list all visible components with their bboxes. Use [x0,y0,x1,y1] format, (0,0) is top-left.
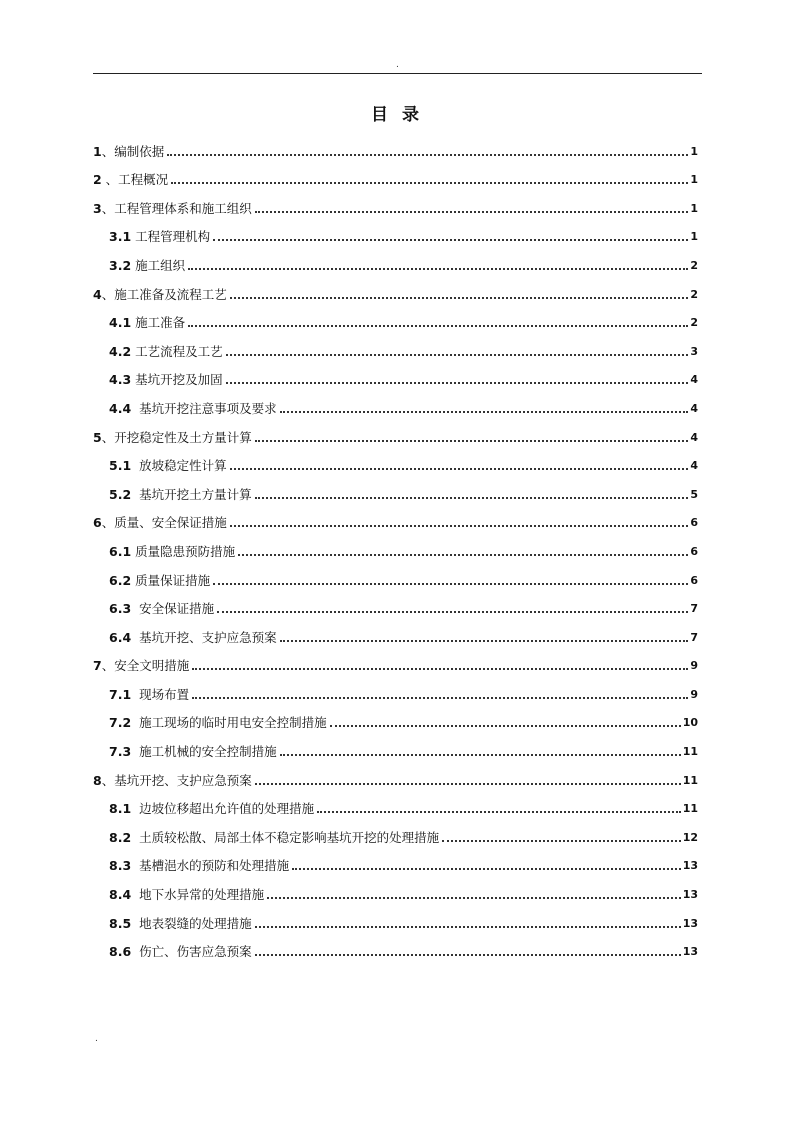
toc-entry-title: 边坡位移超出允许值的处理措施 [131,801,315,817]
toc-entry-number: 7.3 [109,744,132,760]
toc-entry-title: 放坡稳定性计算 [131,458,227,474]
toc-entry-page: 6 [690,516,698,530]
toc-entry-number: 7.1 [109,686,132,702]
toc-entry-number: 8.6 [109,944,132,960]
toc-entry[interactable] [93,932,698,961]
toc-entry-number: 8 [93,772,102,788]
toc-entry-number: 8.2 [109,829,132,845]
toc-entry-number: 2 [93,172,102,188]
toc-entry-number: 6.1 [109,543,132,559]
toc-entry[interactable] [93,188,698,217]
toc-dot-leader [255,926,681,928]
toc-dot-leader [255,954,681,956]
toc-entry[interactable] [93,789,698,818]
toc-entry-page: 6 [690,544,698,558]
toc-entry[interactable] [93,760,698,789]
toc-dot-leader [167,154,688,156]
footer-mark: . [95,1034,98,1044]
toc-entry[interactable] [93,503,698,532]
toc-entry[interactable] [93,903,698,932]
toc-entry[interactable] [93,846,698,875]
toc-entry[interactable] [93,131,698,160]
toc-entry-page: 13 [682,859,698,873]
toc-entry-number: 7 [93,658,102,674]
header-rule [93,73,702,74]
toc-entry[interactable] [93,446,698,475]
toc-dot-leader [230,525,689,527]
toc-dot-leader [255,497,689,499]
toc-dot-leader [217,611,688,613]
toc-entry-page: 13 [682,945,698,959]
toc-dot-leader [230,468,689,470]
toc-entry-number: 4.4 [109,400,132,416]
toc-dot-leader [330,725,681,727]
toc-entry-number: 6 [93,515,102,531]
toc-entry-number: 8.3 [109,858,132,874]
toc-entry-number: 4.3 [109,372,132,388]
toc-entry[interactable] [93,731,698,760]
toc-entry-title: 地表裂缝的处理措施 [131,915,252,931]
toc-dot-leader [255,211,689,213]
toc-entry-number: 6.4 [109,629,132,645]
toc-entry[interactable] [93,874,698,903]
toc-entry-page: 1 [690,230,698,244]
toc-entry-page: 3 [690,344,698,358]
toc-entry-title: 质量隐患预防措施 [131,543,236,559]
toc-entry[interactable] [93,646,698,675]
toc-entry-title: 、工程管理体系和施工组织 [101,200,252,216]
toc-entry-title: 、施工准备及流程工艺 [101,286,227,302]
toc-entry-page: 10 [682,716,698,730]
toc-entry[interactable] [93,245,698,274]
toc-dot-leader [255,783,681,785]
toc-entry-number: 5.1 [109,458,132,474]
header-mark: . [396,60,399,70]
toc-dot-leader [188,268,688,270]
toc-entry-page: 1 [690,144,698,158]
toc-entry-number: 4.1 [109,315,132,331]
toc-entry-page: 11 [682,745,698,759]
toc-dot-leader [442,840,681,842]
toc-entry-title: 土质较松散、局部土体不稳定影响基坑开挖的处理措施 [131,829,440,845]
toc-dot-leader [188,325,688,327]
toc-entry-page: 7 [690,602,698,616]
toc-entry-title: 基坑开挖及加固 [131,372,223,388]
toc-entry-title: 、质量、安全保证措施 [101,515,227,531]
toc-entry-page: 13 [682,888,698,902]
toc-entry-page: 4 [690,459,698,473]
toc-entry-title: 伤亡、伤害应急预案 [131,944,252,960]
toc-entry-page: 9 [690,687,698,701]
toc-entry-page: 11 [682,802,698,816]
toc-dot-leader [213,239,688,241]
toc-entry-title: 基坑开挖注意事项及要求 [131,400,277,416]
toc-entry[interactable] [93,303,698,332]
toc-entry-page: 9 [690,659,698,673]
toc-entry-number: 5.2 [109,486,132,502]
toc-entry-title: 、基坑开挖、支护应急预案 [101,772,252,788]
toc-entry[interactable] [93,560,698,589]
toc-entry-page: 4 [690,373,698,387]
toc-entry-number: 6.3 [109,601,132,617]
toc-entry-page: 4 [690,401,698,415]
toc-entry-number: 6.2 [109,572,132,588]
toc-entry[interactable] [93,360,698,389]
toc-entry-title: 安全保证措施 [131,601,215,617]
toc-entry-title: 、工程概况 [101,172,169,188]
toc-entry-page: 1 [690,173,698,187]
toc-entry[interactable] [93,417,698,446]
toc-entry[interactable] [93,703,698,732]
toc-entry-page: 7 [690,630,698,644]
toc-entry[interactable] [93,274,698,303]
toc-entry-title: 工程管理机构 [131,229,211,245]
toc-entry-title: 施工准备 [131,315,186,331]
toc-entry-title: 、安全文明措施 [101,658,190,674]
toc-entry-number: 8.4 [109,887,132,903]
toc-dot-leader [192,668,688,670]
toc-dot-leader [213,583,688,585]
toc-entry-page: 11 [682,773,698,787]
toc-entry-page: 4 [690,430,698,444]
toc-entry-number: 3.1 [109,229,132,245]
toc-entry-page: 13 [682,916,698,930]
toc-dot-leader [171,182,688,184]
toc-dot-leader [226,382,689,384]
toc-dot-leader [230,297,689,299]
toc-entry-number: 8.1 [109,801,132,817]
toc-dot-leader [280,411,689,413]
toc-dot-leader [317,811,681,813]
toc-entry-number: 1 [93,143,102,159]
toc-entry-number: 3.2 [109,257,132,273]
toc-entry-title: 工艺流程及工艺 [131,343,223,359]
toc-entry-number: 4 [93,286,102,302]
toc-entry-number: 3 [93,200,102,216]
toc-entry[interactable] [93,674,698,703]
page-title: 目 录 [371,105,423,125]
toc-entry-title: 质量保证措施 [131,572,211,588]
toc-entry-page: 5 [690,487,698,501]
toc-entry-number: 8.5 [109,915,132,931]
toc-entry[interactable] [93,331,698,360]
table-of-contents [93,131,698,960]
toc-entry[interactable] [93,617,698,646]
toc-dot-leader [192,697,688,699]
toc-dot-leader [280,754,681,756]
toc-entry-title: 地下水异常的处理措施 [131,887,265,903]
toc-entry-number: 7.2 [109,715,132,731]
toc-entry-title: 、编制依据 [101,143,165,159]
toc-entry-title: 基槽浥水的预防和处理措施 [131,858,290,874]
toc-entry[interactable] [93,160,698,189]
toc-dot-leader [226,354,689,356]
toc-entry-page: 1 [690,201,698,215]
toc-entry-title: 现场布置 [131,686,190,702]
toc-entry-number: 5 [93,429,102,445]
toc-entry-page: 12 [682,830,698,844]
toc-entry[interactable] [93,474,698,503]
toc-entry[interactable] [93,388,698,417]
toc-entry-page: 2 [690,316,698,330]
toc-entry-number: 4.2 [109,343,132,359]
toc-entry-title: 施工机械的安全控制措施 [131,744,277,760]
toc-dot-leader [238,554,688,556]
toc-entry-title: 、开挖稳定性及土方量计算 [101,429,252,445]
toc-entry[interactable] [93,217,698,246]
toc-entry[interactable] [93,817,698,846]
toc-dot-leader [255,440,689,442]
toc-entry-title: 基坑开挖土方量计算 [131,486,252,502]
toc-dot-leader [280,640,689,642]
toc-entry-title: 基坑开挖、支护应急预案 [131,629,277,645]
toc-entry-title: 施工组织 [131,257,186,273]
toc-entry-page: 2 [690,258,698,272]
toc-entry-page: 6 [690,573,698,587]
toc-entry[interactable] [93,589,698,618]
toc-dot-leader [267,897,681,899]
toc-entry-page: 2 [690,287,698,301]
toc-entry[interactable] [93,531,698,560]
toc-entry-title: 施工现场的临时用电安全控制措施 [131,715,327,731]
toc-dot-leader [292,868,681,870]
